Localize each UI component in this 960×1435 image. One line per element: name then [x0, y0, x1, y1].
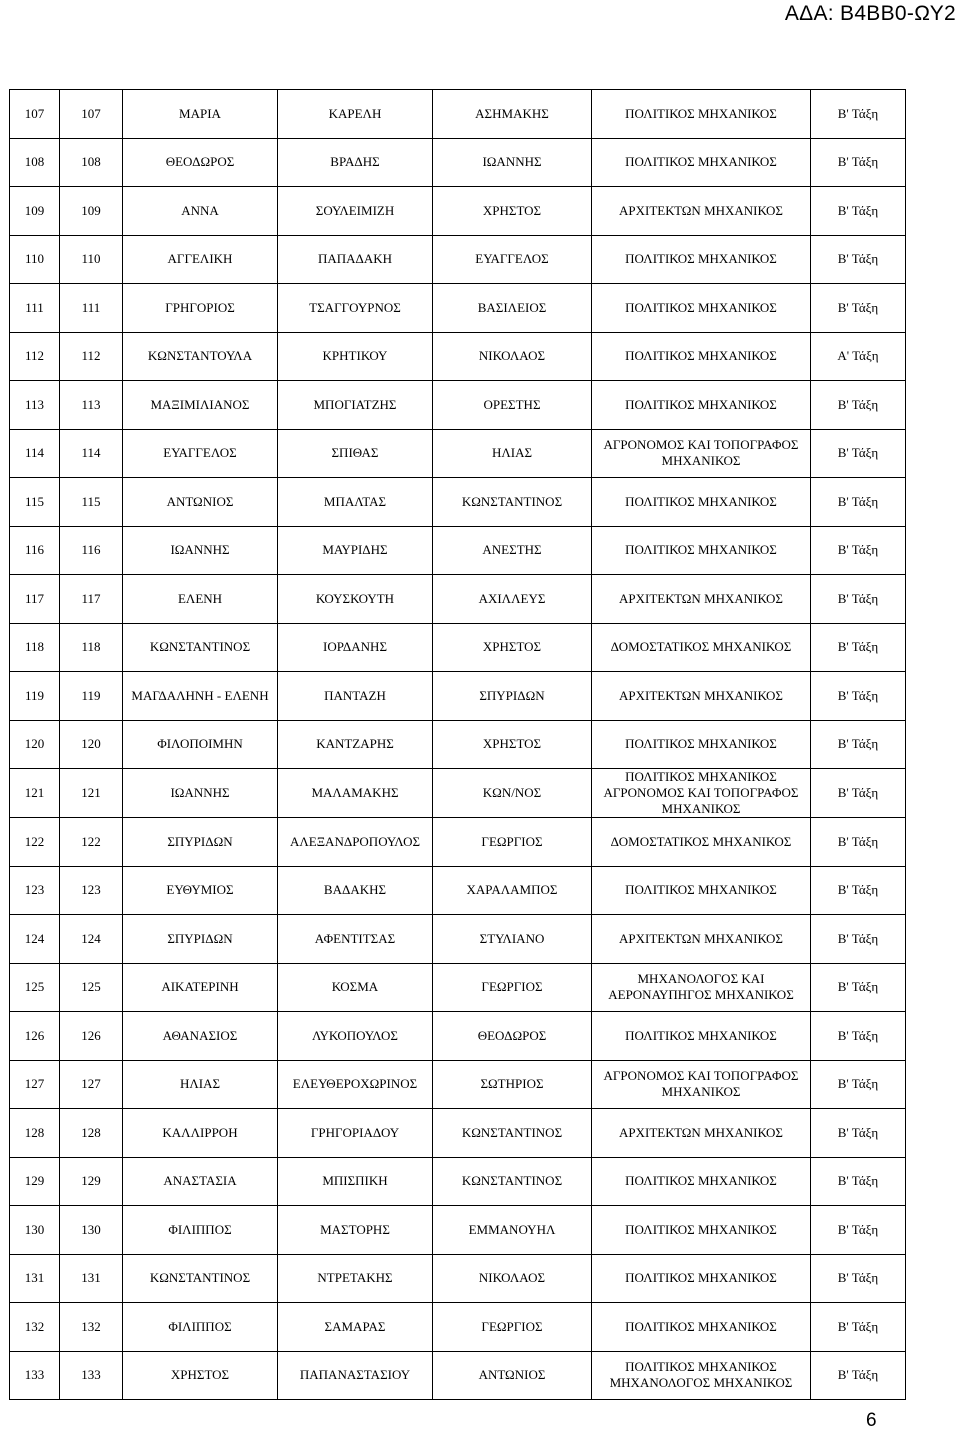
- last-name-cell: ΜΠΑΛΤΑΣ: [278, 478, 433, 527]
- registry-number-cell: 121: [60, 769, 123, 818]
- registry-number-cell: 126: [60, 1012, 123, 1061]
- page-number: 6: [866, 1410, 877, 1431]
- last-name-cell: ΜΠΙΣΠΙΚΗ: [278, 1157, 433, 1206]
- last-name-cell: ΓΡΗΓΟΡΙΑΔΟΥ: [278, 1109, 433, 1158]
- registry-number-cell: 110: [60, 235, 123, 284]
- last-name-cell: ΚΟΣΜΑ: [278, 963, 433, 1012]
- first-name-cell: ΦΙΛΙΠΠΟΣ: [123, 1206, 278, 1255]
- table-row: [10, 1012, 906, 1061]
- first-name-cell: ΚΩΝΣΤΑΝΤΙΝΟΣ: [123, 623, 278, 672]
- father-name-cell: ΧΑΡΑΛΑΜΠΟΣ: [433, 866, 592, 915]
- father-name-cell: ΙΩΑΝΝΗΣ: [433, 138, 592, 187]
- class-cell: Β' Τάξη: [811, 284, 906, 333]
- registry-number-cell: 116: [60, 526, 123, 575]
- registry-number-cell: 119: [60, 672, 123, 721]
- specialty-cell: ΠΟΛΙΤΙΚΟΣ ΜΗΧΑΝΙΚΟΣ: [592, 866, 811, 915]
- last-name-cell: ΜΑΥΡΙΔΗΣ: [278, 526, 433, 575]
- roster-body: [10, 90, 906, 1400]
- table-row: [10, 672, 906, 721]
- class-cell: Β' Τάξη: [811, 1157, 906, 1206]
- class-cell: Β' Τάξη: [811, 720, 906, 769]
- specialty-cell: ΠΟΛΙΤΙΚΟΣ ΜΗΧΑΝΙΚΟΣ: [592, 90, 811, 139]
- row-index-cell: 117: [10, 575, 60, 624]
- last-name-cell: ΒΑΔΑΚΗΣ: [278, 866, 433, 915]
- last-name-cell: ΝΤΡΕΤΑΚΗΣ: [278, 1254, 433, 1303]
- class-cell: Β' Τάξη: [811, 526, 906, 575]
- last-name-cell: ΠΑΠΑΔΑΚΗ: [278, 235, 433, 284]
- table-row: [10, 575, 906, 624]
- row-index-cell: 118: [10, 623, 60, 672]
- class-cell: Β' Τάξη: [811, 187, 906, 236]
- table-row: [10, 526, 906, 575]
- registry-number-cell: 133: [60, 1351, 123, 1400]
- row-index-cell: 133: [10, 1351, 60, 1400]
- table-row: [10, 235, 906, 284]
- first-name-cell: ΣΠΥΡΙΔΩΝ: [123, 915, 278, 964]
- first-name-cell: ΜΑΓΔΑΛΗΝΗ - ΕΛΕΝΗ: [123, 672, 278, 721]
- first-name-cell: ΦΙΛΙΠΠΟΣ: [123, 1303, 278, 1352]
- specialty-cell: ΠΟΛΙΤΙΚΟΣ ΜΗΧΑΝΙΚΟΣ ΜΗΧΑΝΟΛΟΓΟΣ ΜΗΧΑΝΙΚΟΣ: [592, 1351, 811, 1400]
- last-name-cell: ΚΑΡΕΛΗ: [278, 90, 433, 139]
- last-name-cell: ΣΠΙΘΑΣ: [278, 429, 433, 478]
- registry-number-cell: 107: [60, 90, 123, 139]
- first-name-cell: ΚΩΝΣΤΑΝΤΙΝΟΣ: [123, 1254, 278, 1303]
- specialty-cell: ΠΟΛΙΤΙΚΟΣ ΜΗΧΑΝΙΚΟΣ: [592, 235, 811, 284]
- first-name-cell: ΑΙΚΑΤΕΡΙΝΗ: [123, 963, 278, 1012]
- specialty-cell: ΠΟΛΙΤΙΚΟΣ ΜΗΧΑΝΙΚΟΣ: [592, 478, 811, 527]
- father-name-cell: ΕΜΜΑΝΟΥΗΛ: [433, 1206, 592, 1255]
- specialty-cell: ΑΡΧΙΤΕΚΤΩΝ ΜΗΧΑΝΙΚΟΣ: [592, 672, 811, 721]
- father-name-cell: ΘΕΟΔΩΡΟΣ: [433, 1012, 592, 1061]
- registry-number-cell: 132: [60, 1303, 123, 1352]
- table-row: [10, 1303, 906, 1352]
- table-row: [10, 818, 906, 867]
- father-name-cell: ΚΩΝΣΤΑΝΤΙΝΟΣ: [433, 1109, 592, 1158]
- class-cell: Β' Τάξη: [811, 1351, 906, 1400]
- table-row: [10, 1351, 906, 1400]
- specialty-cell: ΠΟΛΙΤΙΚΟΣ ΜΗΧΑΝΙΚΟΣ: [592, 1254, 811, 1303]
- registry-number-cell: 117: [60, 575, 123, 624]
- class-cell: Β' Τάξη: [811, 381, 906, 430]
- table-row: [10, 1254, 906, 1303]
- specialty-cell: ΠΟΛΙΤΙΚΟΣ ΜΗΧΑΝΙΚΟΣ: [592, 720, 811, 769]
- row-index-cell: 124: [10, 915, 60, 964]
- table-row: [10, 915, 906, 964]
- first-name-cell: ΓΡΗΓΟΡΙΟΣ: [123, 284, 278, 333]
- father-name-cell: ΑΝΕΣΤΗΣ: [433, 526, 592, 575]
- first-name-cell: ΑΝΑΣΤΑΣΙΑ: [123, 1157, 278, 1206]
- specialty-cell: ΔΟΜΟΣΤΑΤΙΚΟΣ ΜΗΧΑΝΙΚΟΣ: [592, 818, 811, 867]
- table-row: [10, 769, 906, 818]
- row-index-cell: 119: [10, 672, 60, 721]
- class-cell: Β' Τάξη: [811, 963, 906, 1012]
- class-cell: Β' Τάξη: [811, 672, 906, 721]
- father-name-cell: ΣΠΥΡΙΔΩΝ: [433, 672, 592, 721]
- row-index-cell: 131: [10, 1254, 60, 1303]
- father-name-cell: ΧΡΗΣΤΟΣ: [433, 187, 592, 236]
- registry-number-cell: 109: [60, 187, 123, 236]
- table-row: [10, 284, 906, 333]
- first-name-cell: ΑΓΓΕΛΙΚΗ: [123, 235, 278, 284]
- first-name-cell: ΚΑΛΛΙΡΡΟΗ: [123, 1109, 278, 1158]
- father-name-cell: ΓΕΩΡΓΙΟΣ: [433, 1303, 592, 1352]
- last-name-cell: ΑΦΕΝΤΙΤΣΑΣ: [278, 915, 433, 964]
- class-cell: Β' Τάξη: [811, 769, 906, 818]
- specialty-cell: ΠΟΛΙΤΙΚΟΣ ΜΗΧΑΝΙΚΟΣ: [592, 1303, 811, 1352]
- row-index-cell: 112: [10, 332, 60, 381]
- first-name-cell: ΕΛΕΝΗ: [123, 575, 278, 624]
- first-name-cell: ΑΘΑΝΑΣΙΟΣ: [123, 1012, 278, 1061]
- registry-number-cell: 118: [60, 623, 123, 672]
- table-row: [10, 623, 906, 672]
- row-index-cell: 109: [10, 187, 60, 236]
- father-name-cell: ΓΕΩΡΓΙΟΣ: [433, 963, 592, 1012]
- last-name-cell: ΜΑΛΑΜΑΚΗΣ: [278, 769, 433, 818]
- first-name-cell: ΜΑΞΙΜΙΛΙΑΝΟΣ: [123, 381, 278, 430]
- row-index-cell: 127: [10, 1060, 60, 1109]
- specialty-cell: ΠΟΛΙΤΙΚΟΣ ΜΗΧΑΝΙΚΟΣ: [592, 1206, 811, 1255]
- table-row: [10, 187, 906, 236]
- father-name-cell: ΑΣΗΜΑΚΗΣ: [433, 90, 592, 139]
- class-cell: Α' Τάξη: [811, 332, 906, 381]
- row-index-cell: 108: [10, 138, 60, 187]
- class-cell: Β' Τάξη: [811, 138, 906, 187]
- table-row: [10, 1206, 906, 1255]
- registry-number-cell: 128: [60, 1109, 123, 1158]
- class-cell: Β' Τάξη: [811, 818, 906, 867]
- father-name-cell: ΑΝΤΩΝΙΟΣ: [433, 1351, 592, 1400]
- row-index-cell: 110: [10, 235, 60, 284]
- last-name-cell: ΠΑΝΤΑΖΗ: [278, 672, 433, 721]
- last-name-cell: ΙΟΡΔΑΝΗΣ: [278, 623, 433, 672]
- class-cell: Β' Τάξη: [811, 90, 906, 139]
- first-name-cell: ΘΕΟΔΩΡΟΣ: [123, 138, 278, 187]
- last-name-cell: ΛΥΚΟΠΟΥΛΟΣ: [278, 1012, 433, 1061]
- registry-number-cell: 125: [60, 963, 123, 1012]
- specialty-cell: ΠΟΛΙΤΙΚΟΣ ΜΗΧΑΝΙΚΟΣ ΑΓΡΟΝΟΜΟΣ ΚΑΙ ΤΟΠΟΓΡΑΦΟΣ ΜΗΧΑΝΙΚΟΣ: [592, 769, 811, 818]
- last-name-cell: ΑΛΕΞΑΝΔΡΟΠΟΥΛΟΣ: [278, 818, 433, 867]
- row-index-cell: 125: [10, 963, 60, 1012]
- class-cell: Β' Τάξη: [811, 866, 906, 915]
- registry-number-cell: 114: [60, 429, 123, 478]
- registry-number-cell: 130: [60, 1206, 123, 1255]
- specialty-cell: ΠΟΛΙΤΙΚΟΣ ΜΗΧΑΝΙΚΟΣ: [592, 1012, 811, 1061]
- first-name-cell: ΕΥΑΓΓΕΛΟΣ: [123, 429, 278, 478]
- father-name-cell: ΗΛΙΑΣ: [433, 429, 592, 478]
- row-index-cell: 128: [10, 1109, 60, 1158]
- table-row: [10, 720, 906, 769]
- table-row: [10, 963, 906, 1012]
- row-index-cell: 130: [10, 1206, 60, 1255]
- father-name-cell: ΓΕΩΡΓΙΟΣ: [433, 818, 592, 867]
- specialty-cell: ΑΡΧΙΤΕΚΤΩΝ ΜΗΧΑΝΙΚΟΣ: [592, 575, 811, 624]
- registry-number-cell: 129: [60, 1157, 123, 1206]
- row-index-cell: 107: [10, 90, 60, 139]
- father-name-cell: ΚΩΝ/ΝΟΣ: [433, 769, 592, 818]
- last-name-cell: ΜΑΣΤΟΡΗΣ: [278, 1206, 433, 1255]
- table-row: [10, 90, 906, 139]
- class-cell: Β' Τάξη: [811, 915, 906, 964]
- first-name-cell: ΙΩΑΝΝΗΣ: [123, 769, 278, 818]
- table-row: [10, 138, 906, 187]
- registry-number-cell: 123: [60, 866, 123, 915]
- registry-number-cell: 124: [60, 915, 123, 964]
- registry-number-cell: 111: [60, 284, 123, 333]
- specialty-cell: ΠΟΛΙΤΙΚΟΣ ΜΗΧΑΝΙΚΟΣ: [592, 381, 811, 430]
- specialty-cell: ΑΡΧΙΤΕΚΤΩΝ ΜΗΧΑΝΙΚΟΣ: [592, 1109, 811, 1158]
- father-name-cell: ΒΑΣΙΛΕΙΟΣ: [433, 284, 592, 333]
- class-cell: Β' Τάξη: [811, 1012, 906, 1061]
- first-name-cell: ΜΑΡΙΑ: [123, 90, 278, 139]
- class-cell: Β' Τάξη: [811, 623, 906, 672]
- first-name-cell: ΚΩΝΣΤΑΝΤΟΥΛΑ: [123, 332, 278, 381]
- specialty-cell: ΑΡΧΙΤΕΚΤΩΝ ΜΗΧΑΝΙΚΟΣ: [592, 915, 811, 964]
- registry-number-cell: 131: [60, 1254, 123, 1303]
- registry-number-cell: 112: [60, 332, 123, 381]
- first-name-cell: ΗΛΙΑΣ: [123, 1060, 278, 1109]
- row-index-cell: 132: [10, 1303, 60, 1352]
- father-name-cell: ΝΙΚΟΛΑΟΣ: [433, 1254, 592, 1303]
- last-name-cell: ΠΑΠΑΝΑΣΤΑΣΙΟΥ: [278, 1351, 433, 1400]
- row-index-cell: 113: [10, 381, 60, 430]
- father-name-cell: ΧΡΗΣΤΟΣ: [433, 720, 592, 769]
- first-name-cell: ΧΡΗΣΤΟΣ: [123, 1351, 278, 1400]
- specialty-cell: ΑΓΡΟΝΟΜΟΣ ΚΑΙ ΤΟΠΟΓΡΑΦΟΣ ΜΗΧΑΝΙΚΟΣ: [592, 1060, 811, 1109]
- class-cell: Β' Τάξη: [811, 1109, 906, 1158]
- registry-number-cell: 115: [60, 478, 123, 527]
- last-name-cell: ΚΟΥΣΚΟΥΤΗ: [278, 575, 433, 624]
- class-cell: Β' Τάξη: [811, 429, 906, 478]
- row-index-cell: 129: [10, 1157, 60, 1206]
- last-name-cell: ΣΑΜΑΡΑΣ: [278, 1303, 433, 1352]
- table-row: [10, 429, 906, 478]
- first-name-cell: ΕΥΘΥΜΙΟΣ: [123, 866, 278, 915]
- specialty-cell: ΠΟΛΙΤΙΚΟΣ ΜΗΧΑΝΙΚΟΣ: [592, 1157, 811, 1206]
- first-name-cell: ΑΝΝΑ: [123, 187, 278, 236]
- table-row: [10, 1109, 906, 1158]
- table-row: [10, 381, 906, 430]
- class-cell: Β' Τάξη: [811, 478, 906, 527]
- father-name-cell: ΧΡΗΣΤΟΣ: [433, 623, 592, 672]
- row-index-cell: 111: [10, 284, 60, 333]
- class-cell: Β' Τάξη: [811, 1254, 906, 1303]
- first-name-cell: ΑΝΤΩΝΙΟΣ: [123, 478, 278, 527]
- registry-number-cell: 122: [60, 818, 123, 867]
- first-name-cell: ΦΙΛΟΠΟΙΜΗΝ: [123, 720, 278, 769]
- row-index-cell: 123: [10, 866, 60, 915]
- row-index-cell: 126: [10, 1012, 60, 1061]
- father-name-cell: ΚΩΝΣΤΑΝΤΙΝΟΣ: [433, 1157, 592, 1206]
- ada-code: ΑΔΑ: Β4ΒΒ0-ΩΥ2: [784, 2, 956, 25]
- last-name-cell: ΚΡΗΤΙΚΟΥ: [278, 332, 433, 381]
- first-name-cell: ΙΩΑΝΝΗΣ: [123, 526, 278, 575]
- class-cell: Β' Τάξη: [811, 1303, 906, 1352]
- last-name-cell: ΒΡΑΔΗΣ: [278, 138, 433, 187]
- specialty-cell: ΠΟΛΙΤΙΚΟΣ ΜΗΧΑΝΙΚΟΣ: [592, 138, 811, 187]
- table-row: [10, 1157, 906, 1206]
- last-name-cell: ΚΑΝΤΖΑΡΗΣ: [278, 720, 433, 769]
- last-name-cell: ΜΠΟΓΙΑΤΖΗΣ: [278, 381, 433, 430]
- registry-number-cell: 127: [60, 1060, 123, 1109]
- table-row: [10, 1060, 906, 1109]
- table-row: [10, 866, 906, 915]
- specialty-cell: ΑΓΡΟΝΟΜΟΣ ΚΑΙ ΤΟΠΟΓΡΑΦΟΣ ΜΗΧΑΝΙΚΟΣ: [592, 429, 811, 478]
- class-cell: Β' Τάξη: [811, 1206, 906, 1255]
- row-index-cell: 121: [10, 769, 60, 818]
- registry-number-cell: 108: [60, 138, 123, 187]
- father-name-cell: ΣΩΤΗΡΙΟΣ: [433, 1060, 592, 1109]
- last-name-cell: ΕΛΕΥΘΕΡΟΧΩΡΙΝΟΣ: [278, 1060, 433, 1109]
- specialty-cell: ΠΟΛΙΤΙΚΟΣ ΜΗΧΑΝΙΚΟΣ: [592, 284, 811, 333]
- class-cell: Β' Τάξη: [811, 575, 906, 624]
- father-name-cell: ΑΧΙΛΛΕΥΣ: [433, 575, 592, 624]
- last-name-cell: ΣΟΥΛΕΙΜΙΖΗ: [278, 187, 433, 236]
- last-name-cell: ΤΣΑΓΓΟΥΡΝΟΣ: [278, 284, 433, 333]
- specialty-cell: ΜΗΧΑΝΟΛΟΓΟΣ ΚΑΙ ΑΕΡΟΝΑΥΠΗΓΟΣ ΜΗΧΑΝΙΚΟΣ: [592, 963, 811, 1012]
- father-name-cell: ΝΙΚΟΛΑΟΣ: [433, 332, 592, 381]
- table-row: [10, 478, 906, 527]
- first-name-cell: ΣΠΥΡΙΔΩΝ: [123, 818, 278, 867]
- row-index-cell: 122: [10, 818, 60, 867]
- father-name-cell: ΟΡΕΣΤΗΣ: [433, 381, 592, 430]
- specialty-cell: ΑΡΧΙΤΕΚΤΩΝ ΜΗΧΑΝΙΚΟΣ: [592, 187, 811, 236]
- table-row: [10, 332, 906, 381]
- specialty-cell: ΔΟΜΟΣΤΑΤΙΚΟΣ ΜΗΧΑΝΙΚΟΣ: [592, 623, 811, 672]
- registry-number-cell: 120: [60, 720, 123, 769]
- father-name-cell: ΚΩΝΣΤΑΝΤΙΝΟΣ: [433, 478, 592, 527]
- father-name-cell: ΕΥΑΓΓΕΛΟΣ: [433, 235, 592, 284]
- specialty-cell: ΠΟΛΙΤΙΚΟΣ ΜΗΧΑΝΙΚΟΣ: [592, 526, 811, 575]
- father-name-cell: ΣΤΥΛΙΑΝΟ: [433, 915, 592, 964]
- row-index-cell: 115: [10, 478, 60, 527]
- specialty-cell: ΠΟΛΙΤΙΚΟΣ ΜΗΧΑΝΙΚΟΣ: [592, 332, 811, 381]
- row-index-cell: 120: [10, 720, 60, 769]
- row-index-cell: 116: [10, 526, 60, 575]
- class-cell: Β' Τάξη: [811, 235, 906, 284]
- row-index-cell: 114: [10, 429, 60, 478]
- class-cell: Β' Τάξη: [811, 1060, 906, 1109]
- registry-number-cell: 113: [60, 381, 123, 430]
- roster-table: [9, 89, 906, 1400]
